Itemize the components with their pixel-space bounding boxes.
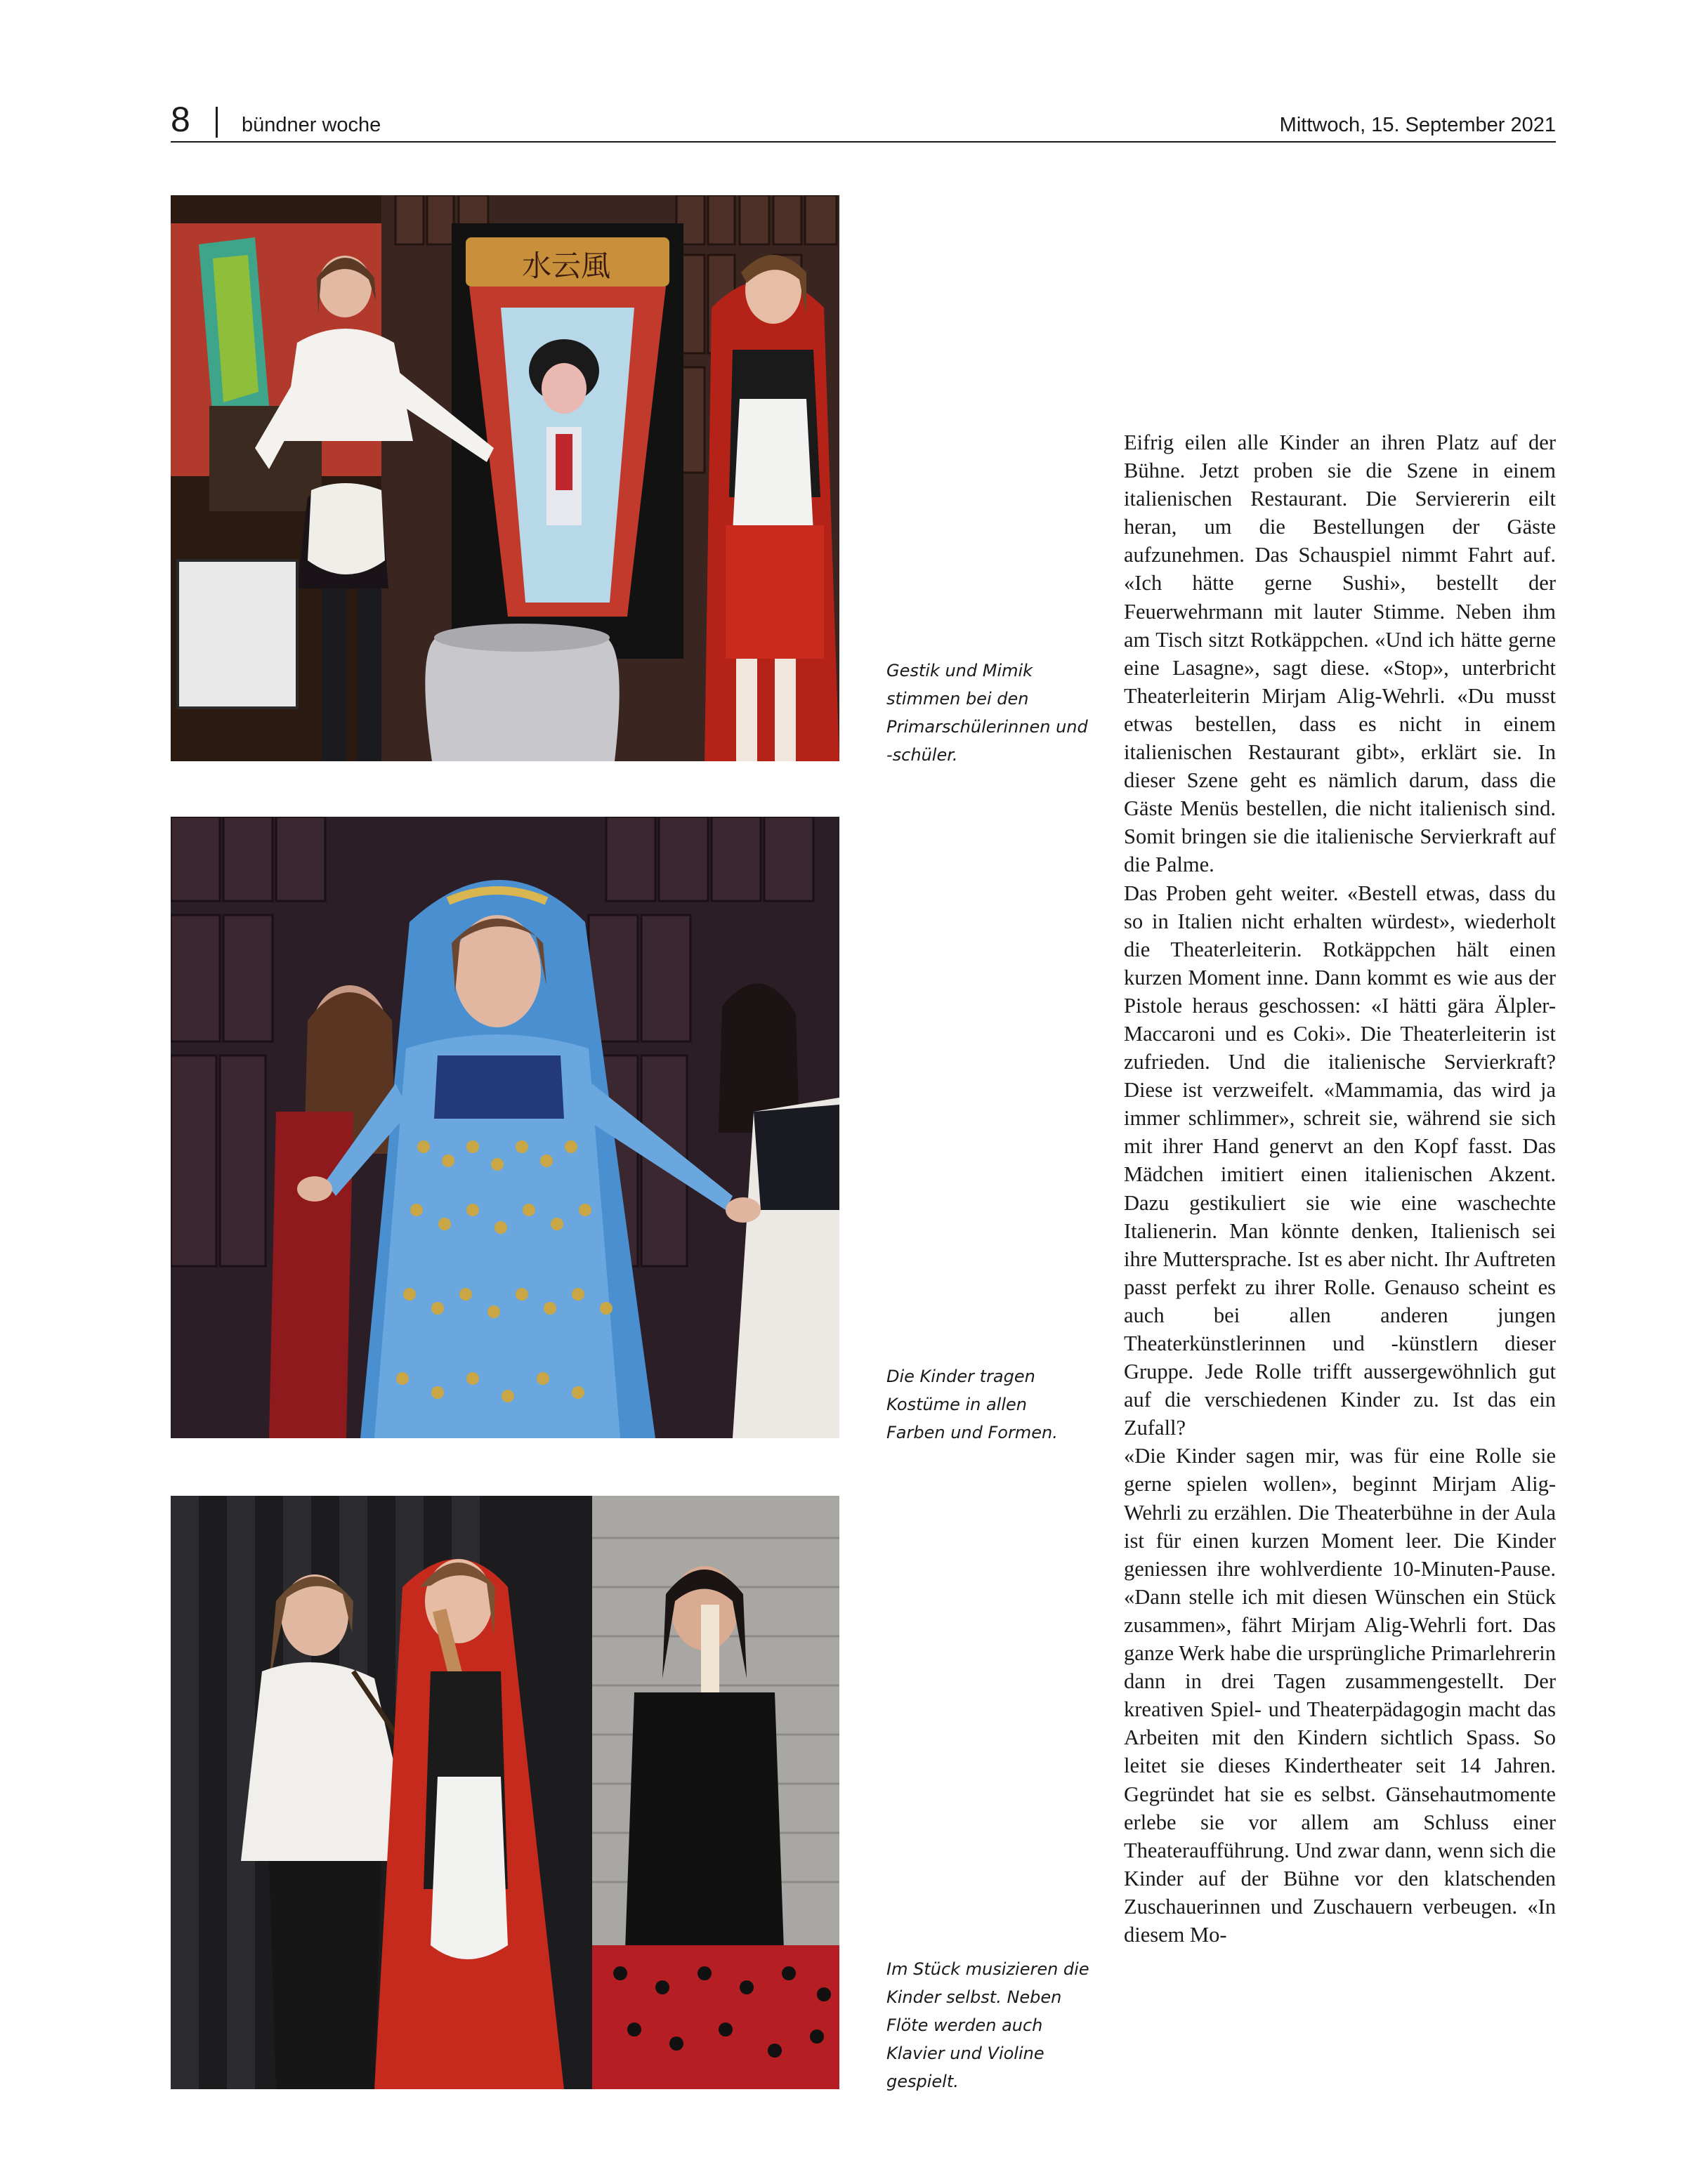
- photo-caption-1: Gestik und Mimik stimmen bei den Primarschülerinnen und -schüler.: [886, 661, 1088, 765]
- photo-blue-costume: [171, 817, 839, 1438]
- panel-sign-text: 水云風: [521, 249, 611, 283]
- page-header: [171, 98, 1556, 143]
- photo-caption-3: Im Stück musizieren die Kinder selbst. Neben Flöte werden auch Klavier und Violine gespielt.: [886, 1959, 1089, 2091]
- article-paragraph: «Die Kinder sagen mir, was für eine Rolle sie gerne spielen wollen», beginnt Mirjam Alig-Wehrli zu erzählen. Die Theaterbühne in der Aula ist für einen kurzen Moment leer. Die Kinder geniessen ihre wohlverdiente 10-Minuten-Pause. «Dann stelle ich mit diesen Wünschen ein Stück zusammen», fährt Mirjam Alig-Wehrli fort. Das ganze Werk habe die ursprüngliche Primarlehrerin dann in drei Tagen zusammengestellt. Der kreativen Spiel- und Theaterpädagogin macht das Arbeiten mit den Kindern sichtlich Spass. So leitet sie dieses Kindertheater seit 14 Jahren. Gegründet hat sie es selbst. Gänsehautmomente erlebe sie vor allem am Schluss einer Theateraufführung. Und zwar dann, wenn sich die Kinder auf der Bühne vor den klatschenden Zuschauerinnen und Zuschauern verbeugen. «In diesem Mo-: [1124, 1444, 1556, 1947]
- issue-date: Mittwoch, 15. September 2021: [1279, 114, 1556, 136]
- article-paragraph: Eifrig eilen alle Kinder an ihren Platz auf der Bühne. Jetzt proben sie die Szene in einem italienischen Restaurant. Die Serviererin eilt heran, um die Bestellungen der Gäste aufzunehmen. Das Schauspiel nimmt Fahrt auf. «Ich hätte gerne Sushi», bestellt der Feuerwehrmann mit lauter Stimme. Neben ihm am Tisch sitzt Rotkäppchen. «Und ich hätte gerne eine Lasagne», sagt diese. «Stop», unterbricht Theaterleiterin Mirjam Alig-Wehrli. «Du musst etwas bestellen, dass es nicht in einem italienischen Restaurant gibt», erklärt sie. In dieser Szene geht es nämlich darum, dass die Gäste Menüs bestellen, die nicht italienisch sind. Somit bringen sie die italienische Servierkraft auf die Palme.: [1124, 430, 1556, 877]
- header-divider: [216, 107, 218, 138]
- photo-musicians: [171, 1496, 839, 2089]
- article-body: [1124, 428, 1556, 1949]
- header-rule: [171, 141, 1556, 143]
- photo-caption-2: Die Kinder tragen Kostüme in allen Farben und Formen.: [886, 1367, 1058, 1442]
- page-number: 8: [171, 100, 190, 139]
- article-paragraph: Das Proben geht weiter. «Bestell etwas, dass du so in Italien nicht erhalten würdest», wiederholt die Theaterleiterin. Rotkäppchen hält einen kurzen Moment inne. Dann kommt es wie aus der Pistole heraus geschossen: «I hätti gära Älpler-Maccaroni und es Coki». Die Theaterleiterin ist zufrieden. Und die italienische Servierkraft? Diese ist verzweifelt. «Mammamia, das wird ja immer schlimmer», schreit sie, während sie sich mit ihrer Hand genervt an den Kopf fasst. Das Mädchen imitiert einen italienischen Akzent. Dazu gestikuliert sie wie eine waschechte Italienerin. Man könnte denken, Italienisch sei ihre Muttersprache. Ist es aber nicht. Ihr Auftreten passt perfekt zu ihrer Rolle. Genauso scheint es auch bei allen anderen jungen Theaterkünstlerinnen und -künstlern dieser Gruppe. Jede Rolle trifft aussergewöhnlich gut auf die verschiedenen Kinder zu. Ist das ein Zufall?: [1124, 881, 1556, 1440]
- photo-stage-scene: [171, 195, 839, 761]
- publication-name: bündner woche: [242, 114, 381, 136]
